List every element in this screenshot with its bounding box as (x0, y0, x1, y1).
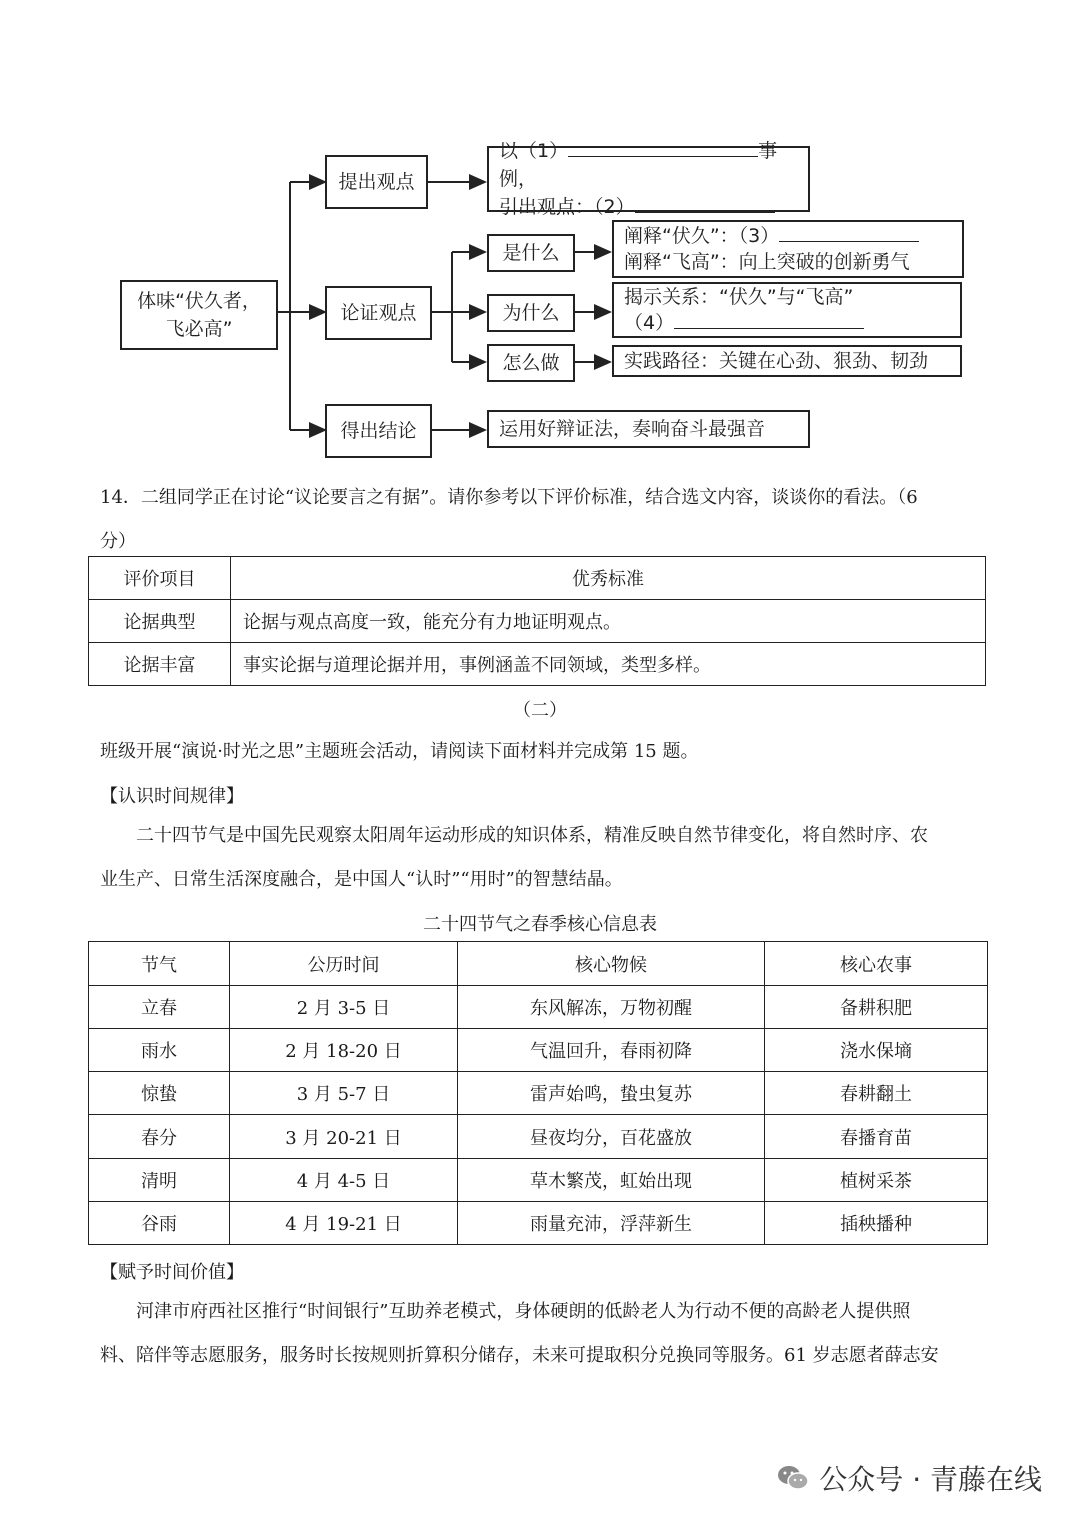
what-detail-line2: 阐释“飞高”：向上突破的创新勇气 (624, 251, 910, 273)
sub-why-label: 为什么 (502, 302, 560, 324)
criteria-standard: 事实论据与道理论据并用，事例涵盖不同领域，类型多样。 (231, 643, 986, 686)
criteria-item: 论据典型 (89, 600, 231, 643)
term-date: 4 月 19-21 日 (230, 1202, 458, 1245)
term-date: 2 月 3-5 日 (230, 986, 458, 1029)
conclude-detail-text: 运用好辩证法，奏响奋斗最强音 (499, 418, 766, 440)
branch-argue (325, 286, 432, 340)
paragraph-time-bank (100, 1290, 988, 1378)
term-phenology: 雷声始鸣，蛰虫复苏 (458, 1072, 765, 1115)
term-farming: 春耕翻土 (765, 1072, 988, 1115)
terms-header-term: 节气 (89, 942, 230, 986)
sub-why (487, 294, 575, 332)
what-detail (612, 220, 964, 278)
propose-detail (487, 140, 810, 218)
term-name: 谷雨 (89, 1202, 230, 1245)
paragraph-solar-terms-line1: 二十四节气是中国先民观察太阳周年运动形成的知识体系，精准反映自然节律变化，将自然时序、农 (136, 825, 928, 846)
conclude-detail (487, 410, 810, 448)
sub-what (487, 234, 575, 272)
terms-header-date: 公历时间 (230, 942, 458, 986)
term-farming: 插秧播种 (765, 1202, 988, 1245)
table-row (89, 1202, 988, 1245)
blank-2 (635, 194, 775, 213)
mind-map-root (120, 280, 278, 350)
term-farming: 浇水保墒 (765, 1029, 988, 1072)
table-row (89, 643, 986, 686)
term-name: 清明 (89, 1159, 230, 1202)
table-row (89, 986, 988, 1029)
terms-header-row (89, 942, 988, 986)
question-14-line2: 分） (100, 531, 136, 552)
term-phenology: 草木繁茂，虹始出现 (458, 1159, 765, 1202)
term-name: 立春 (89, 986, 230, 1029)
branch-argue-label: 论证观点 (340, 302, 417, 324)
heading-time-value: 【赋予时间价值】 (100, 1262, 244, 1283)
paragraph-time-bank-line2: 料、陪伴等志愿服务，服务时长按规则折算积分储存，未来可提取积分兑换同等服务。61 岁志愿者薛志安 (100, 1345, 939, 1366)
criteria-standard: 论据与观点高度一致，能充分有力地证明观点。 (231, 600, 986, 643)
wechat-icon (777, 1464, 809, 1492)
paragraph-time-bank-line1: 河津市府西社区推行“时间银行”互助养老模式，身体硬朗的低龄老人为行动不便的高龄老人提供照 (136, 1301, 911, 1322)
term-date: 2 月 18-20 日 (230, 1029, 458, 1072)
criteria-table (88, 556, 986, 686)
question-14 (100, 476, 988, 564)
terms-table-title: 二十四节气之春季核心信息表 (423, 914, 657, 935)
term-farming: 植树采茶 (765, 1159, 988, 1202)
blank-1 (568, 138, 758, 157)
propose-detail-line1-pre: 以（1） (499, 140, 569, 162)
sub-how-label: 怎么做 (502, 352, 560, 374)
blank-4 (674, 310, 864, 329)
watermark (777, 1458, 1042, 1498)
table-row (89, 1159, 988, 1202)
criteria-item: 论据丰富 (89, 643, 231, 686)
term-name: 惊蛰 (89, 1072, 230, 1115)
criteria-header-item: 评价项目 (89, 557, 231, 600)
term-date: 4 月 4-5 日 (230, 1159, 458, 1202)
term-phenology: 雨量充沛，浮萍新生 (458, 1202, 765, 1245)
term-name: 春分 (89, 1115, 230, 1159)
solar-terms-table (88, 941, 988, 1245)
root-line-2: 飞必高” (165, 318, 233, 340)
terms-header-phenology: 核心物候 (458, 942, 765, 986)
term-phenology: 昼夜均分，百花盛放 (458, 1115, 765, 1159)
term-farming: 春播育苗 (765, 1115, 988, 1159)
root-line-1: 体味“伏久者， (137, 290, 261, 312)
branch-conclude-label: 得出结论 (340, 420, 417, 442)
term-name: 雨水 (89, 1029, 230, 1072)
criteria-header-standard: 优秀标准 (231, 557, 986, 600)
paragraph-solar-terms-line2: 业生产、日常生活深度融合，是中国人“认时”“用时”的智慧结晶。 (100, 869, 623, 890)
propose-detail-line1-post: 事例， (499, 140, 778, 190)
sub-what-label: 是什么 (502, 242, 560, 264)
criteria-header-row (89, 557, 986, 600)
paragraph-solar-terms (100, 814, 988, 902)
how-detail-text: 实践路径：关键在心劲、狠劲、韧劲 (624, 350, 929, 372)
branch-propose-label: 提出观点 (338, 171, 415, 193)
propose-detail-line2-pre: 引出观点：（2） (499, 196, 635, 218)
what-detail-line1: 阐释“伏久”：（3） (624, 225, 780, 247)
section-2-intro: 班级开展“演说·时光之思”主题班会活动，请阅读下面材料并完成第 15 题。 (100, 741, 699, 762)
branch-conclude (325, 404, 432, 458)
heading-time-law: 【认识时间规律】 (100, 786, 244, 807)
terms-header-farming: 核心农事 (765, 942, 988, 986)
why-detail-line1: 揭示关系：“伏久”与“飞高” (624, 286, 854, 308)
table-row (89, 1029, 988, 1072)
term-date: 3 月 5-7 日 (230, 1072, 458, 1115)
term-phenology: 气温回升，春雨初降 (458, 1029, 765, 1072)
why-detail-line2: （4） (624, 312, 675, 334)
sub-how (487, 344, 575, 382)
table-row (89, 1115, 988, 1159)
blank-3 (779, 223, 919, 242)
why-detail (612, 282, 962, 338)
how-detail (612, 345, 962, 377)
watermark-text: 公众号 · 青藤在线 (819, 1463, 1042, 1496)
term-phenology: 东风解冻，万物初醒 (458, 986, 765, 1029)
mind-map (0, 0, 1080, 480)
table-row (89, 1072, 988, 1115)
question-14-line1: 14．二组同学正在讨论“议论要言之有据”。请你参考以下评价标准，结合选文内容，谈谈你的看法。（6 (100, 487, 918, 508)
term-farming: 备耕积肥 (765, 986, 988, 1029)
table-row (89, 600, 986, 643)
section-2-title: （二） (513, 700, 567, 721)
branch-propose (325, 155, 428, 209)
term-date: 3 月 20-21 日 (230, 1115, 458, 1159)
